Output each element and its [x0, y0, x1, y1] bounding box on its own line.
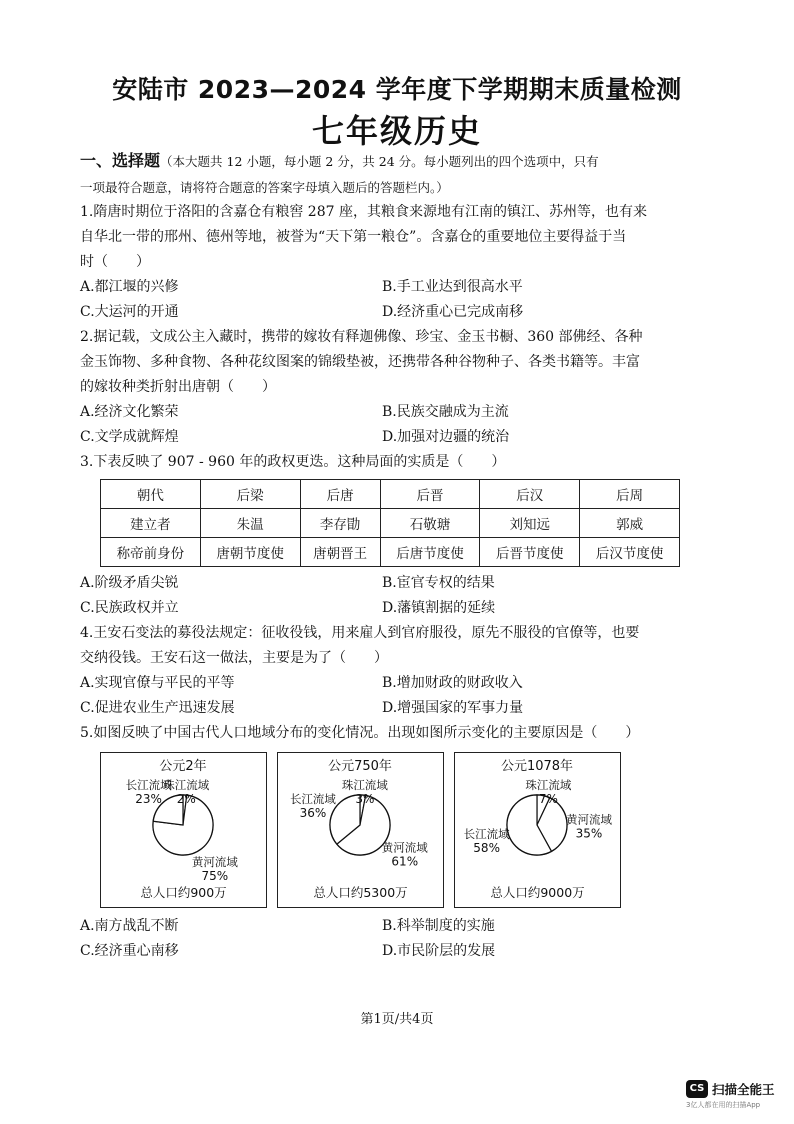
pie-value-label: 3%	[355, 792, 375, 806]
table-cell: 后梁	[200, 480, 300, 509]
pie-value-label: 23%	[135, 792, 162, 806]
exam-content	[80, 148, 684, 964]
pie-category-label: 长江流域	[289, 791, 336, 806]
watermark-sub: 3亿人都在用的扫描App	[686, 1101, 761, 1109]
pie-chart-box	[454, 752, 621, 908]
section-desc-2: 一项最符合题意，请将符合题意的答案字母填入题后的答题栏内。）	[80, 180, 449, 195]
table-row	[101, 480, 680, 509]
pie-category-label: 珠江流域	[163, 778, 210, 792]
q4-option-a: A.实现官僚与平民的平等	[80, 675, 235, 691]
table-cell: 后唐	[300, 480, 380, 509]
q5-option-a: A.南方战乱不断	[80, 918, 179, 934]
table-row	[101, 509, 680, 538]
table-cell: 李存勖	[300, 509, 380, 538]
pie-total: 总人口约5300万	[313, 885, 408, 900]
pie-chart-box	[100, 752, 267, 908]
table-cell: 称帝前身份	[101, 538, 201, 567]
pie-value-label: 61%	[391, 854, 419, 869]
table-cell: 后晋节度使	[480, 538, 580, 567]
q1-options	[80, 275, 684, 325]
q2-option-d: D.加强对边疆的统治	[382, 429, 510, 445]
pie-chart-box	[277, 752, 444, 908]
exam-title: 安陆市 2023—2024 学年度下学期期末质量检测	[112, 75, 682, 104]
q1-line-2: 自华北一带的邢州、德州等地，被誉为“天下第一粮仓”。含嘉仓的重要地位主要得益于当	[80, 229, 627, 245]
q3-options	[80, 571, 684, 621]
q2-line-1: 2.据记载，文成公主入藏时，携带的嫁妆有释迦佛像、珍宝、金玉书橱、360 部佛经、各种	[80, 329, 643, 345]
q2-line-3: 的嫁妆种类折射出唐朝（ ）	[80, 379, 276, 395]
q4-options	[80, 671, 684, 721]
q2-line-2: 金玉饰物、多种食物、各种花纹图案的锦缎垫被，还携带各种谷物种子、各类书籍等。丰富	[80, 354, 640, 370]
q5-line-1: 5.如图反映了中国古代人口地域分布的变化情况。出现如图所示变化的主要原因是（ ）	[80, 725, 640, 741]
q5-option-c: C.经济重心南移	[80, 943, 179, 959]
table-cell: 后汉	[480, 480, 580, 509]
q2-option-a: A.经济文化繁荣	[80, 404, 179, 420]
population-pie-charts	[100, 752, 684, 908]
q4-line-1: 4.王安石变法的募役法规定：征收役钱，用来雇人到官府服役，原先不服役的官僚等，也要	[80, 625, 640, 641]
pie-title: 公元1078年	[500, 759, 574, 774]
pie-value-label: 35%	[575, 826, 603, 841]
pie-category-label: 长江流域	[463, 826, 510, 841]
table-cell: 后唐节度使	[380, 538, 480, 567]
table-cell: 朝代	[101, 480, 201, 509]
watermark-name: 扫描全能王	[712, 1082, 775, 1097]
table-cell: 后周	[580, 480, 680, 509]
pie-category-label: 珠江流域	[341, 778, 388, 792]
pie-category-label: 长江流域	[125, 778, 172, 792]
q1-option-b: B.手工业达到很高水平	[382, 279, 523, 295]
table-cell: 唐朝晋王	[300, 538, 380, 567]
q4-option-b: B.增加财政的财政收入	[382, 675, 523, 691]
question-5	[80, 721, 684, 964]
section-header	[80, 148, 684, 175]
camscanner-logo-icon: CS	[686, 1080, 708, 1098]
pie-title: 公元750年	[328, 759, 392, 774]
q5-option-d: D.市民阶层的发展	[382, 943, 496, 959]
pie-category-label: 珠江流域	[525, 778, 572, 792]
q1-line-3: 时（ ）	[80, 254, 150, 270]
q4-line-2: 交纳役钱。王安石这一做法，主要是为了（ ）	[80, 650, 388, 666]
regime-table	[100, 479, 680, 567]
question-4	[80, 621, 684, 721]
page-number: 第1页/共4页	[360, 1012, 434, 1027]
table-cell: 朱温	[200, 509, 300, 538]
section-title: 一、选择题	[80, 151, 161, 170]
pie-category-label: 黄河流域	[381, 840, 428, 855]
table-cell: 唐朝节度使	[200, 538, 300, 567]
exam-subject: 七年级历史	[311, 112, 482, 150]
table-row	[101, 538, 680, 567]
question-1	[80, 200, 684, 325]
q2-option-c: C.文学成就辉煌	[80, 429, 179, 445]
pie-chart	[455, 753, 620, 883]
q3-option-d: D.藩镇割据的延续	[382, 600, 496, 616]
table-cell: 建立者	[101, 509, 201, 538]
table-cell: 后汉节度使	[580, 538, 680, 567]
q1-option-c: C.大运河的开通	[80, 304, 179, 320]
q4-option-c: C.促进农业生产迅速发展	[80, 700, 235, 716]
q2-option-b: B.民族交融成为主流	[382, 404, 509, 420]
pie-total: 总人口约900万	[140, 885, 227, 900]
scanner-watermark	[686, 1080, 794, 1110]
pie-value-label: 75%	[201, 869, 229, 883]
pie-total: 总人口约9000万	[490, 885, 585, 900]
q1-option-a: A.都江堰的兴修	[80, 279, 179, 295]
watermark-row	[686, 1080, 794, 1098]
pie-title: 公元2年	[159, 759, 207, 774]
q5-option-b: B.科举制度的实施	[382, 918, 495, 934]
pie-chart	[278, 753, 443, 883]
pie-value-label: 7%	[538, 792, 558, 806]
table-cell: 石敬瑭	[380, 509, 480, 538]
q4-option-d: D.增强国家的军事力量	[382, 700, 524, 716]
section-desc-1: （本大题共 12 小题，每小题 2 分，共 24 分。每小题列出的四个选项中，只有	[160, 154, 599, 169]
pie-chart	[101, 753, 266, 883]
question-3	[80, 450, 684, 621]
q5-options	[80, 914, 684, 964]
q3-option-c: C.民族政权并立	[80, 600, 179, 616]
question-2	[80, 325, 684, 450]
q1-line-1: 1.隋唐时期位于洛阳的含嘉仓有粮窖 287 座，其粮食来源地有江南的镇江、苏州等，也有来	[80, 204, 647, 220]
pie-category-label: 黄河流域	[565, 812, 612, 827]
q1-option-d: D.经济重心已完成南移	[382, 304, 524, 320]
table-cell: 郭威	[580, 509, 680, 538]
pie-value-label: 36%	[299, 805, 327, 820]
q2-options	[80, 400, 684, 450]
q3-line-1: 3.下表反映了 907 - 960 年的政权更迭。这种局面的实质是（ ）	[80, 454, 506, 470]
q3-option-b: B.宦官专权的结果	[382, 575, 495, 591]
q3-option-a: A.阶级矛盾尖锐	[80, 575, 179, 591]
pie-value-label: 58%	[473, 840, 500, 855]
pie-value-label: 2%	[176, 792, 196, 806]
table-cell: 刘知远	[480, 509, 580, 538]
pie-category-label: 黄河流域	[191, 855, 238, 870]
table-cell: 后晋	[380, 480, 480, 509]
